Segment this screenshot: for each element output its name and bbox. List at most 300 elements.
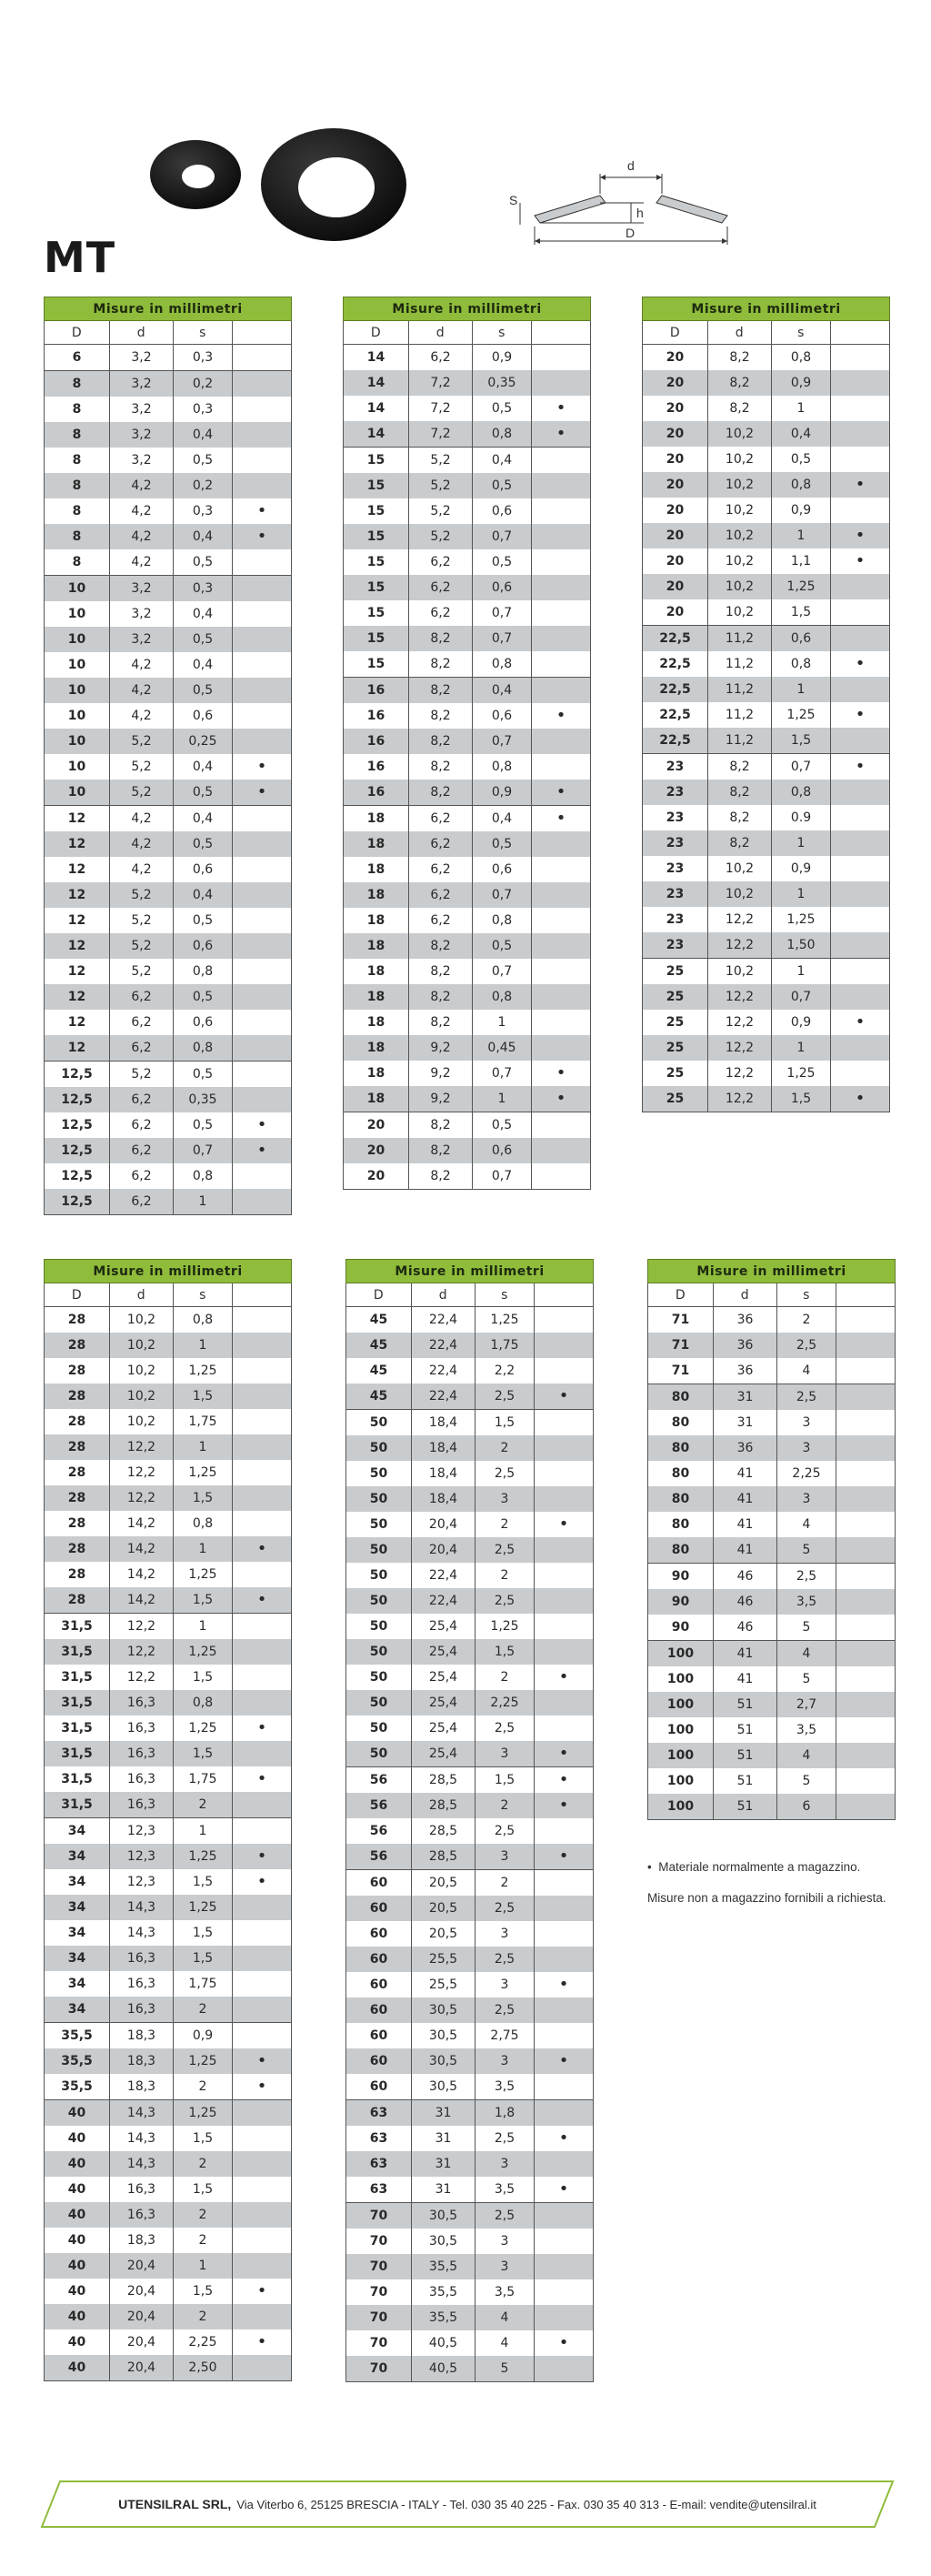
cell-stock-mark — [532, 831, 591, 857]
cell-stock-mark — [535, 2356, 594, 2382]
cell-thickness: 0,4 — [174, 806, 233, 832]
cell-inner-diameter: 14,3 — [110, 2100, 174, 2127]
cell-thickness: 0,9 — [772, 498, 831, 523]
cell-inner-diameter: 12,2 — [708, 1035, 772, 1061]
cell-outer-diameter: 12,5 — [45, 1138, 110, 1163]
cell-inner-diameter: 4,2 — [110, 652, 174, 678]
cell-outer-diameter: 60 — [346, 1896, 412, 1921]
cell-inner-diameter: 4,2 — [110, 498, 174, 524]
cell-thickness: 0,4 — [174, 422, 233, 448]
table-row — [45, 1971, 292, 1997]
cell-stock-mark — [831, 856, 890, 881]
cell-thickness: 0,8 — [772, 651, 831, 677]
table-row — [346, 2126, 594, 2151]
cell-inner-diameter: 20,4 — [412, 1537, 476, 1563]
cell-outer-diameter: 40 — [45, 2177, 110, 2202]
cell-stock-mark — [836, 1461, 896, 1486]
cell-inner-diameter: 5,2 — [110, 729, 174, 754]
cell-outer-diameter: 40 — [45, 2126, 110, 2151]
footer — [40, 2480, 895, 2528]
cell-outer-diameter: 90 — [648, 1589, 714, 1615]
cell-thickness: 2,5 — [476, 2126, 535, 2151]
cell-inner-diameter: 16,3 — [110, 2202, 174, 2228]
cell-inner-diameter: 16,3 — [110, 1690, 174, 1716]
column-header — [831, 321, 890, 345]
table-row — [45, 2329, 292, 2355]
table-row — [346, 1844, 594, 1870]
cell-thickness: 0,8 — [772, 472, 831, 498]
cell-inner-diameter: 8,2 — [708, 754, 772, 780]
cell-outer-diameter: 63 — [346, 2126, 412, 2151]
cell-thickness: 2,25 — [476, 1690, 535, 1716]
cell-outer-diameter: 45 — [346, 1384, 412, 1410]
cell-outer-diameter: 56 — [346, 1844, 412, 1870]
cell-thickness: 0,3 — [174, 345, 233, 371]
cell-thickness: 0,8 — [174, 1307, 233, 1333]
cell-outer-diameter: 40 — [45, 2329, 110, 2355]
cell-thickness: 0,2 — [174, 473, 233, 498]
column-header — [233, 321, 292, 345]
cell-stock-mark — [831, 805, 890, 830]
cell-inner-diameter: 14,3 — [110, 1920, 174, 1946]
table-row — [648, 1307, 896, 1333]
cell-inner-diameter: 22,4 — [412, 1384, 476, 1410]
cell-inner-diameter: 30,5 — [412, 2048, 476, 2074]
table-row — [45, 780, 292, 806]
cell-stock-mark: • — [532, 421, 591, 448]
cell-outer-diameter: 70 — [346, 2254, 412, 2279]
table-row — [45, 2304, 292, 2329]
cell-stock-mark — [535, 1486, 594, 1512]
cell-inner-diameter: 6,2 — [409, 345, 473, 371]
cell-outer-diameter: 20 — [344, 1163, 409, 1190]
cell-thickness: 2,50 — [174, 2355, 233, 2381]
table-row — [648, 1768, 896, 1794]
table-row — [648, 1564, 896, 1590]
cell-thickness: 0,6 — [174, 857, 233, 882]
cell-stock-mark — [836, 1333, 896, 1358]
table-row — [346, 1921, 594, 1947]
table-title-row — [643, 297, 890, 321]
table-row — [346, 1333, 594, 1358]
cell-thickness: 0,6 — [174, 1010, 233, 1035]
table-row — [346, 1793, 594, 1818]
cell-stock-mark — [831, 907, 890, 932]
cell-inner-diameter: 28,5 — [412, 1767, 476, 1794]
cell-inner-diameter: 51 — [714, 1794, 777, 1820]
column-header: d — [409, 321, 473, 345]
cell-stock-mark — [836, 1410, 896, 1435]
cell-outer-diameter: 34 — [45, 1844, 110, 1869]
cell-stock-mark — [535, 2279, 594, 2305]
cell-thickness: 0,4 — [473, 806, 532, 832]
table-row — [643, 574, 890, 599]
cell-thickness: 3,5 — [476, 2279, 535, 2305]
cell-stock-mark — [831, 780, 890, 805]
cell-thickness: 0,5 — [174, 448, 233, 473]
table-row — [45, 2228, 292, 2253]
cell-stock-mark — [535, 1435, 594, 1461]
table-row — [45, 2279, 292, 2304]
table-title-row — [346, 1260, 594, 1283]
column-header: s — [174, 1283, 233, 1307]
cell-inner-diameter: 30,5 — [412, 2229, 476, 2254]
cell-inner-diameter: 14,3 — [110, 2151, 174, 2177]
column-header: D — [45, 321, 110, 345]
cell-thickness: 1,5 — [174, 1946, 233, 1971]
table-row — [344, 831, 591, 857]
cell-stock-mark — [836, 1743, 896, 1768]
table-row — [344, 651, 591, 678]
cell-thickness: 0,5 — [473, 396, 532, 421]
cell-stock-mark — [831, 830, 890, 856]
cell-outer-diameter: 63 — [346, 2151, 412, 2177]
cell-stock-mark: • — [535, 1384, 594, 1410]
cell-inner-diameter: 10,2 — [708, 574, 772, 599]
table-row — [344, 1086, 591, 1112]
cell-stock-mark — [831, 984, 890, 1010]
table-row — [45, 2355, 292, 2381]
table-row — [45, 984, 292, 1010]
cell-stock-mark — [233, 448, 292, 473]
cell-outer-diameter: 60 — [346, 2074, 412, 2100]
cell-inner-diameter: 3,2 — [110, 448, 174, 473]
cell-outer-diameter: 25 — [643, 1061, 708, 1086]
cell-thickness: 0,4 — [174, 652, 233, 678]
spec-table-5 — [345, 1259, 594, 2382]
cell-stock-mark — [233, 2023, 292, 2049]
table-row — [45, 1460, 292, 1485]
cell-stock-mark — [233, 831, 292, 857]
cell-thickness: 1 — [772, 959, 831, 985]
cell-inner-diameter: 8,2 — [409, 959, 473, 984]
cell-outer-diameter: 40 — [45, 2228, 110, 2253]
cell-outer-diameter: 80 — [648, 1461, 714, 1486]
cell-outer-diameter: 40 — [45, 2304, 110, 2329]
table-row — [45, 371, 292, 397]
cell-inner-diameter: 16,3 — [110, 1792, 174, 1818]
cell-stock-mark: • — [831, 523, 890, 548]
cell-outer-diameter: 10 — [45, 729, 110, 754]
cell-outer-diameter: 63 — [346, 2100, 412, 2127]
cell-inner-diameter: 31 — [412, 2126, 476, 2151]
cell-thickness: 0,25 — [174, 729, 233, 754]
cell-inner-diameter: 12,2 — [708, 1086, 772, 1112]
table-row — [346, 1563, 594, 1588]
table-row — [643, 984, 890, 1010]
cell-outer-diameter: 25 — [643, 959, 708, 985]
cell-stock-mark: • — [831, 651, 890, 677]
cell-thickness: 0,8 — [174, 1163, 233, 1189]
column-header: d — [708, 321, 772, 345]
cell-stock-mark — [233, 882, 292, 908]
cell-outer-diameter: 34 — [45, 1971, 110, 1997]
table-row — [45, 703, 292, 729]
cell-stock-mark: • — [535, 1972, 594, 1997]
cell-outer-diameter: 100 — [648, 1717, 714, 1743]
cell-thickness: 1 — [772, 523, 831, 548]
table-row — [648, 1435, 896, 1461]
cell-thickness: 1,25 — [772, 1061, 831, 1086]
cell-inner-diameter: 3,2 — [110, 397, 174, 422]
cell-inner-diameter: 30,5 — [412, 2074, 476, 2100]
table-row — [346, 1307, 594, 1333]
cell-stock-mark — [532, 729, 591, 754]
cell-stock-mark — [836, 1512, 896, 1537]
table-row — [346, 1767, 594, 1794]
cell-thickness: 3 — [476, 1486, 535, 1512]
table-row — [346, 1947, 594, 1972]
cell-outer-diameter: 90 — [648, 1615, 714, 1641]
cell-thickness: 0,4 — [174, 754, 233, 780]
cell-stock-mark: • — [532, 396, 591, 421]
cell-stock-mark — [831, 370, 890, 396]
cell-thickness: 2,5 — [476, 1818, 535, 1844]
cell-inner-diameter: 25,4 — [412, 1665, 476, 1690]
column-header: D — [648, 1283, 714, 1307]
cell-stock-mark — [233, 1307, 292, 1333]
cell-outer-diameter: 25 — [643, 1035, 708, 1061]
diagram-label-d: d — [627, 158, 635, 173]
table-row — [344, 396, 591, 421]
cell-outer-diameter: 16 — [344, 678, 409, 704]
cell-outer-diameter: 12 — [45, 959, 110, 984]
cell-thickness: 0,9 — [772, 856, 831, 881]
cell-stock-mark — [831, 626, 890, 652]
cell-outer-diameter: 45 — [346, 1333, 412, 1358]
cell-outer-diameter: 40 — [45, 2151, 110, 2177]
cell-outer-diameter: 50 — [346, 1741, 412, 1767]
column-header: D — [344, 321, 409, 345]
cell-stock-mark — [233, 422, 292, 448]
cell-thickness: 2,5 — [476, 1384, 535, 1410]
cell-outer-diameter: 14 — [344, 421, 409, 448]
cell-outer-diameter: 23 — [643, 754, 708, 780]
cell-thickness: 1,25 — [174, 1844, 233, 1869]
cell-thickness: 2 — [777, 1307, 836, 1333]
table-row — [45, 2253, 292, 2279]
cell-thickness: 2,25 — [174, 2329, 233, 2355]
cell-thickness: 2 — [174, 2304, 233, 2329]
cell-inner-diameter: 6,2 — [409, 908, 473, 933]
cell-stock-mark — [233, 1460, 292, 1485]
table-row — [45, 422, 292, 448]
table-row — [344, 806, 591, 832]
cell-stock-mark: • — [233, 498, 292, 524]
spec-table-4 — [44, 1259, 292, 2381]
cell-stock-mark — [233, 857, 292, 882]
cell-inner-diameter: 4,2 — [110, 473, 174, 498]
cell-thickness: 0,9 — [473, 345, 532, 371]
cell-outer-diameter: 28 — [45, 1587, 110, 1614]
cell-stock-mark — [233, 1562, 292, 1587]
cell-outer-diameter: 50 — [346, 1614, 412, 1639]
cell-inner-diameter: 11,2 — [708, 702, 772, 728]
cell-thickness: 3,5 — [476, 2177, 535, 2203]
cell-inner-diameter: 28,5 — [412, 1793, 476, 1818]
cell-thickness: 3,5 — [476, 2074, 535, 2100]
table-row — [45, 1690, 292, 1716]
table-row — [643, 599, 890, 626]
cell-thickness: 0,7 — [473, 729, 532, 754]
cell-stock-mark — [233, 1971, 292, 1997]
cell-inner-diameter: 6,2 — [110, 1163, 174, 1189]
table-row — [346, 1639, 594, 1665]
column-header — [836, 1283, 896, 1307]
cell-inner-diameter: 16,3 — [110, 1971, 174, 1997]
cell-thickness: 6 — [777, 1794, 836, 1820]
cell-outer-diameter: 8 — [45, 473, 110, 498]
cell-outer-diameter: 14 — [344, 370, 409, 396]
cell-inner-diameter: 25,4 — [412, 1741, 476, 1767]
cell-stock-mark: • — [535, 2177, 594, 2203]
table-row — [45, 959, 292, 984]
cell-inner-diameter: 8,2 — [409, 703, 473, 729]
cell-thickness: 3 — [476, 1972, 535, 1997]
table-row — [346, 1537, 594, 1563]
cell-thickness: 2 — [476, 1563, 535, 1588]
table-row — [643, 626, 890, 652]
cell-outer-diameter: 10 — [45, 652, 110, 678]
cell-thickness: 0,8 — [174, 1035, 233, 1062]
cell-outer-diameter: 31,5 — [45, 1792, 110, 1818]
cell-thickness: 0,7 — [772, 754, 831, 780]
column-header — [535, 1283, 594, 1307]
cell-inner-diameter: 22,4 — [412, 1358, 476, 1384]
cell-outer-diameter: 80 — [648, 1537, 714, 1564]
cell-outer-diameter: 28 — [45, 1536, 110, 1562]
column-header: s — [174, 321, 233, 345]
cell-inner-diameter: 51 — [714, 1768, 777, 1794]
cell-inner-diameter: 14,2 — [110, 1536, 174, 1562]
cell-stock-mark — [532, 370, 591, 396]
cell-stock-mark — [233, 2304, 292, 2329]
cell-stock-mark — [233, 1163, 292, 1189]
cell-inner-diameter: 4,2 — [110, 806, 174, 832]
cell-thickness: 0,7 — [473, 1163, 532, 1190]
cell-outer-diameter: 18 — [344, 1010, 409, 1035]
cell-inner-diameter: 10,2 — [708, 421, 772, 447]
cell-thickness: 1,5 — [772, 1086, 831, 1112]
cell-outer-diameter: 10 — [45, 576, 110, 602]
cell-stock-mark — [535, 2151, 594, 2177]
table-row — [648, 1589, 896, 1615]
cell-outer-diameter: 18 — [344, 831, 409, 857]
table-row — [643, 780, 890, 805]
cell-outer-diameter: 15 — [344, 498, 409, 524]
cell-stock-mark — [836, 1384, 896, 1411]
column-header-row — [648, 1283, 896, 1307]
table-row — [344, 498, 591, 524]
cell-outer-diameter: 18 — [344, 1086, 409, 1112]
cell-thickness: 0,3 — [174, 576, 233, 602]
cell-inner-diameter: 9,2 — [409, 1035, 473, 1061]
cell-outer-diameter: 60 — [346, 1997, 412, 2023]
table-row — [346, 2100, 594, 2127]
table-row — [346, 2074, 594, 2100]
cell-stock-mark — [233, 1895, 292, 1920]
cell-inner-diameter: 20,4 — [110, 2253, 174, 2279]
cell-outer-diameter: 15 — [344, 524, 409, 549]
table-row — [344, 984, 591, 1010]
table-row — [45, 1138, 292, 1163]
table-title: Misure in millimetri — [643, 297, 890, 321]
cell-thickness: 0,8 — [174, 1690, 233, 1716]
cell-inner-diameter: 16,3 — [110, 1997, 174, 2023]
cell-inner-diameter: 41 — [714, 1537, 777, 1564]
cell-outer-diameter: 50 — [346, 1665, 412, 1690]
table-row — [643, 932, 890, 959]
cell-thickness: 1,50 — [772, 932, 831, 959]
table-row — [643, 702, 890, 728]
cell-stock-mark — [233, 1511, 292, 1536]
table-row — [45, 2151, 292, 2177]
table-row — [643, 1086, 890, 1112]
column-header: s — [476, 1283, 535, 1307]
spec-table-3 — [642, 297, 890, 1112]
cell-outer-diameter: 18 — [344, 984, 409, 1010]
cell-stock-mark: • — [233, 1844, 292, 1869]
cell-thickness: 0,9 — [174, 2023, 233, 2049]
cell-outer-diameter: 18 — [344, 933, 409, 959]
cell-thickness: 1,5 — [174, 1741, 233, 1766]
cell-inner-diameter: 8,2 — [708, 396, 772, 421]
cell-inner-diameter: 8,2 — [409, 1138, 473, 1163]
cell-inner-diameter: 8,2 — [409, 1010, 473, 1035]
cell-outer-diameter: 12 — [45, 831, 110, 857]
cell-outer-diameter: 18 — [344, 882, 409, 908]
table-row — [45, 933, 292, 959]
cell-stock-mark: • — [831, 702, 890, 728]
cell-outer-diameter: 70 — [346, 2229, 412, 2254]
cell-outer-diameter: 8 — [45, 397, 110, 422]
cell-inner-diameter: 4,2 — [110, 524, 174, 549]
cell-thickness: 3 — [777, 1486, 836, 1512]
cell-inner-diameter: 6,2 — [110, 1035, 174, 1062]
table-row — [643, 523, 890, 548]
cell-thickness: 1,75 — [174, 1971, 233, 1997]
cell-thickness: 1,5 — [772, 599, 831, 626]
table-row — [346, 1896, 594, 1921]
cell-inner-diameter: 8,2 — [409, 1112, 473, 1139]
cell-thickness: 0,4 — [174, 524, 233, 549]
cell-inner-diameter: 25,4 — [412, 1639, 476, 1665]
cell-inner-diameter: 31 — [714, 1410, 777, 1435]
cell-outer-diameter: 12 — [45, 1010, 110, 1035]
cell-thickness: 1,5 — [772, 728, 831, 754]
cell-inner-diameter: 12,2 — [708, 932, 772, 959]
cell-inner-diameter: 22,4 — [412, 1307, 476, 1333]
cell-outer-diameter: 50 — [346, 1639, 412, 1665]
cell-outer-diameter: 10 — [45, 601, 110, 627]
cell-thickness: 1,25 — [174, 1358, 233, 1384]
cell-stock-mark — [233, 1639, 292, 1665]
table-row — [346, 1588, 594, 1614]
cell-outer-diameter: 35,5 — [45, 2048, 110, 2074]
cell-stock-mark — [233, 908, 292, 933]
cell-inner-diameter: 46 — [714, 1615, 777, 1641]
cell-outer-diameter: 18 — [344, 908, 409, 933]
cell-outer-diameter: 12 — [45, 933, 110, 959]
cell-outer-diameter: 18 — [344, 806, 409, 832]
table-row — [344, 908, 591, 933]
cell-stock-mark — [233, 1665, 292, 1690]
cell-thickness: 2,5 — [777, 1333, 836, 1358]
table-row — [346, 1512, 594, 1537]
cell-inner-diameter: 10,2 — [708, 856, 772, 881]
table-row — [648, 1537, 896, 1564]
cell-stock-mark — [233, 1087, 292, 1112]
